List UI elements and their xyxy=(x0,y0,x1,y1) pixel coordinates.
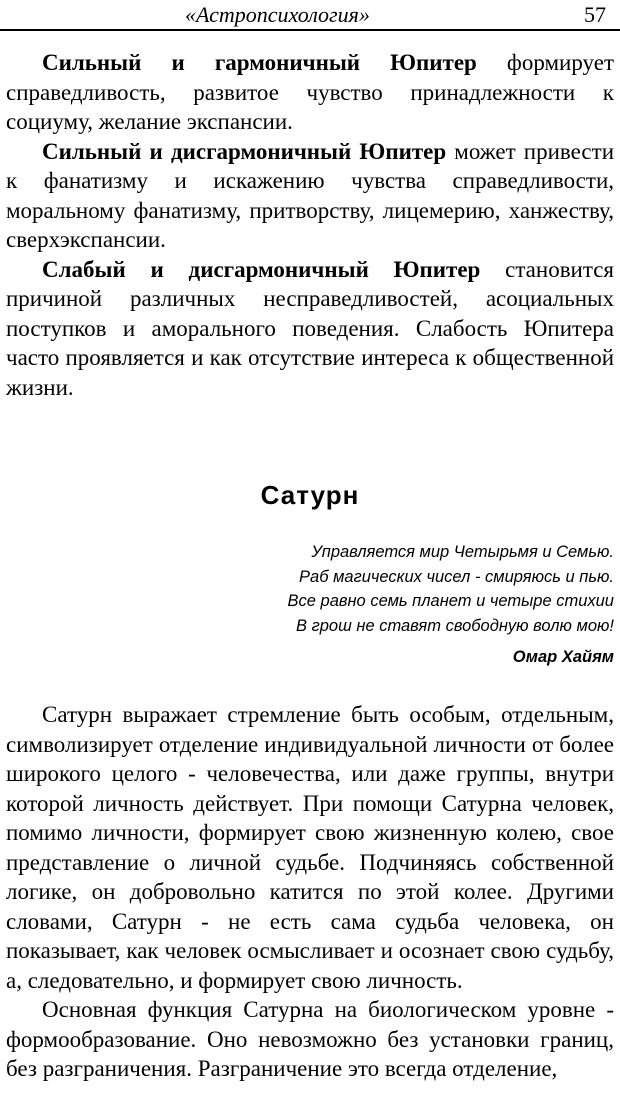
saturn-paragraph-1: Сатурн выражает стремление быть особым, отдельным, символизирует отделение индивидуальной личности от более широкого целого - человечества, или даже группы, внутри которой личность действует. При помощи Сатурна человек, помимо личности, формирует свою жизненную колею, свое представление о личной судьбе. Подчиняясь собственной логике, он добровольно катится по этой колее. Другими словами, Сатурн - не есть сама судьба человека, он показывает, как человек осмысливает и осознает свою судьбу, а, следовательно, и формирует свою личность. xyxy=(6,702,614,993)
paragraph-strong-disharmonious-jupiter xyxy=(6,137,614,255)
running-title: «Астропсихология» xyxy=(185,2,370,27)
paragraph-strong-harmonious-jupiter xyxy=(6,48,614,137)
bold-lead: Слабый и дисгармоничный Юпитер xyxy=(42,256,481,282)
section-title: Сатурн xyxy=(260,480,360,510)
bold-lead: Сильный и гармоничный Юпитер xyxy=(42,50,477,75)
epigraph-line: Раб магических чисел - смиряюсь и пью. xyxy=(299,567,614,586)
epigraph xyxy=(54,540,614,638)
saturn-paragraph-2: Основная функция Сатурна на биологическом уровне - формообразование. Оно невозможно без установки границ, без разграничения. Разграничение это всегда отделение, xyxy=(6,997,614,1081)
paragraph-weak-disharmonious-jupiter xyxy=(6,255,614,403)
page-header xyxy=(0,0,620,30)
paragraph-text: становится причиной различных несправедливостей, асоциальных поступков и аморального поведения. Слабость Юпитера часто проявляется и как отсутствие интереса к общественной жизни. xyxy=(6,256,614,400)
saturn-text-block xyxy=(6,700,614,1084)
epigraph-line: Управляется мир Четырьмя и Семью. xyxy=(311,543,614,561)
jupiter-text-block xyxy=(6,48,614,402)
bold-lead: Сильный и дисгармоничный Юпитер xyxy=(42,138,447,164)
page-number: 57 xyxy=(584,2,606,27)
epigraph-author: Омар Хайям xyxy=(512,648,614,666)
header-rule xyxy=(0,29,620,31)
paragraph-text: формирует справедливость, развитое чувство принадлежности к социуму, желание экспансии. xyxy=(6,50,614,134)
paragraph-text: может привести к фанатизму и искажению чувства справедливости, моральному фанатизму, притворству, лицемерию, ханжеству, сверхэкспансии. xyxy=(6,138,614,252)
epigraph-line: В грош не ставят свободную волю мою! xyxy=(296,616,614,635)
epigraph-line: Все равно семь планет и четыре стихии xyxy=(287,592,614,610)
